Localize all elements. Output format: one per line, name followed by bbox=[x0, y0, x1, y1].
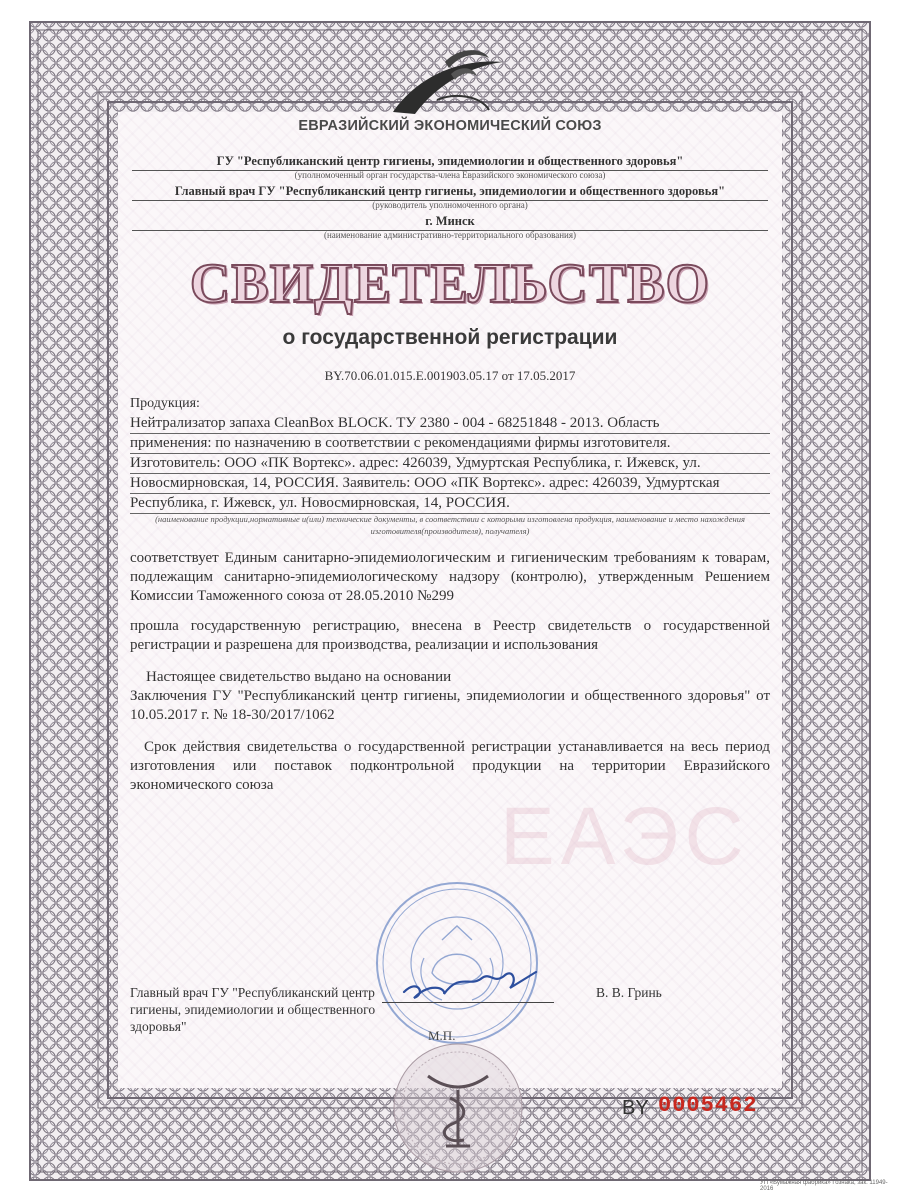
authority-name: ГУ "Республиканский центр гигиены, эпидемиологии и общественного здоровья" bbox=[132, 154, 768, 171]
head-caption: (руководитель уполномоченного органа) bbox=[372, 200, 528, 210]
certificate-title: СВИДЕТЕЛЬСТВО bbox=[189, 253, 711, 315]
certificate-subtitle: о государственной регистрации bbox=[282, 326, 618, 349]
product-line: применения: по назначению в соответствии с рекомендациями фирмы изготовителя. bbox=[130, 434, 770, 454]
authority-caption: (уполномоченный орган государства-члена Евразийского экономического союза) bbox=[294, 170, 606, 180]
eaes-watermark: ЕАЭС bbox=[500, 791, 750, 882]
city: г. Минск bbox=[132, 214, 768, 231]
registration-number: BY.70.06.01.015.E.001903.05.17 от 17.05.2017 bbox=[324, 368, 576, 383]
validity-text: Срок действия свидетельства о государственной регистрации устанавливается на весь период изготовления или поставок подконтрольной продукции на территории Евразийского экономического союза bbox=[130, 739, 770, 793]
product-line: Нейтрализатор запаха CleanBox BLOCK. ТУ 2380 - 004 - 68251848 - 2013. Область bbox=[130, 414, 770, 434]
hologram-emblem bbox=[368, 1028, 548, 1178]
city-caption: (наименование административно-территориального образования) bbox=[323, 230, 576, 240]
registration-text: прошла государственную регистрацию, внесена в Реестр свидетельств о государственной регистрации и разрешена для производства, реализации и использования bbox=[130, 618, 770, 653]
signatory-name: В. В. Гринь bbox=[596, 985, 662, 1000]
product-line: Изготовитель: ООО «ПК Вортекс». адрес: 426039, Удмуртская Республика, г. Ижевск, ул. bbox=[130, 454, 770, 474]
basis-document: Заключения ГУ "Республиканский центр гигиены, эпидемиологии и общественного здоровья" от 10.05.2017 г. № 18-30/2017/1062 bbox=[130, 688, 770, 723]
compliance-text: соответствует Единым санитарно-эпидемиологическим и гигиеническим требованиям к товарам, подлежащим санитарно-эпидемиологическому надзору (контролю), утвержденным Решением Комиссии Таможенного союза от 28.05.2010 №299 bbox=[130, 550, 770, 604]
basis-intro: Настоящее свидетельство выдано на основании bbox=[146, 669, 452, 685]
serial-number: 0005462 bbox=[658, 1093, 758, 1118]
seal-place-label: М.П. bbox=[428, 1028, 456, 1043]
handwritten-signature bbox=[400, 958, 540, 1008]
head-name: Главный врач ГУ "Республиканский центр гигиены, эпидемиологии и общественного здоровья" bbox=[132, 184, 768, 201]
signatory-position: Главный врач ГУ "Республиканский центр гигиены, эпидемиологии и общественного здоровья" bbox=[130, 985, 376, 1034]
product-label: Продукция: bbox=[130, 396, 200, 411]
product-description bbox=[130, 414, 770, 514]
product-line: Новосмирновская, 14, РОССИЯ. Заявитель: ООО «ПК Вортекс». адрес: 426039, Удмуртская bbox=[130, 474, 770, 494]
union-name: ЕВРАЗИЙСКИЙ ЭКОНОМИЧЕСКИЙ СОЮЗ bbox=[298, 118, 602, 134]
serial-prefix: BY bbox=[622, 1097, 649, 1119]
product-line: Республика, г. Ижевск, ул. Новосмирновская, 14, РОССИЯ. bbox=[130, 494, 770, 514]
eaeu-emblem bbox=[385, 40, 515, 120]
print-info: УП «Бумажная фабрика» Гознака, зак. 11949-2016 bbox=[760, 1180, 888, 1192]
product-caption: (наименование продукции,нормативные и(или) технические документы, в соответствии с которыми изготовлена продукция, наименование и место нахождения изготовителя(производителя), получателя) bbox=[155, 514, 745, 536]
